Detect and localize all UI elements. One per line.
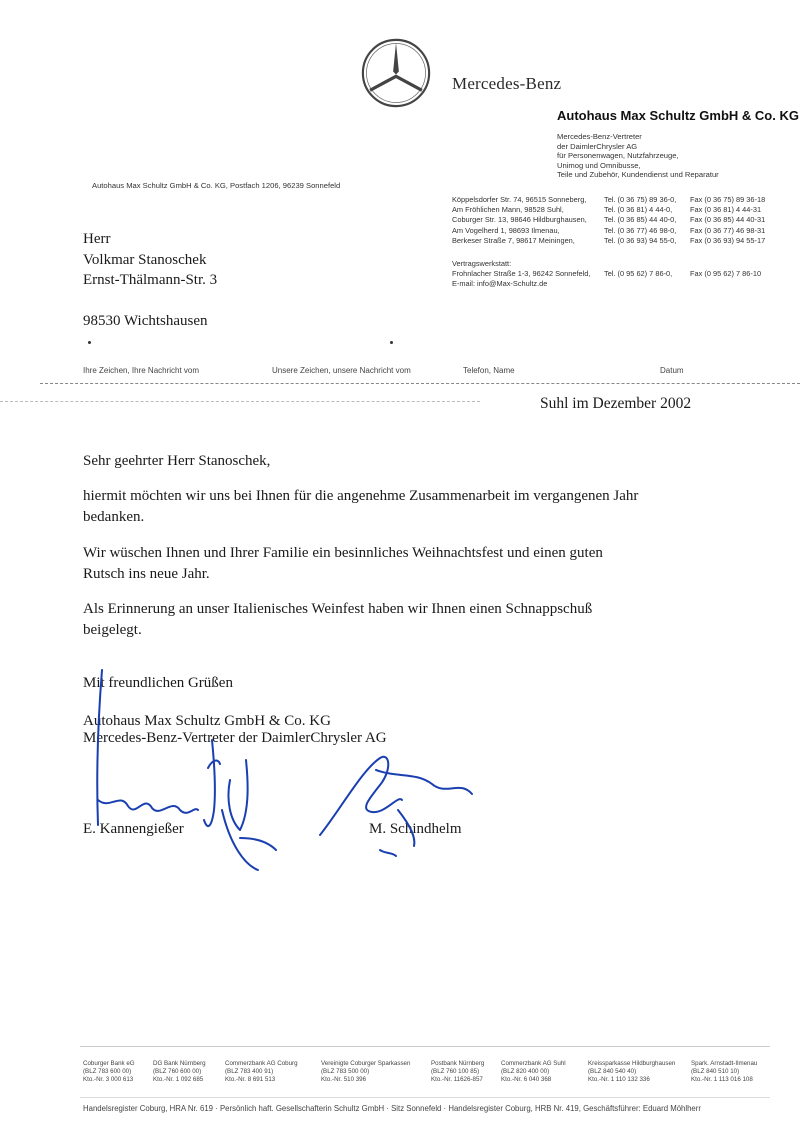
phone-name-label: Telefon, Name bbox=[463, 366, 515, 375]
bank-name: Vereinigte Coburger Sparkassen bbox=[321, 1060, 411, 1067]
workshop-block bbox=[452, 259, 761, 290]
bank-code: (BLZ 783 600 00) bbox=[83, 1068, 132, 1076]
company-description bbox=[557, 132, 719, 180]
description-line: der DaimlerChrysler AG bbox=[557, 141, 638, 151]
recipient-title: Herr bbox=[83, 231, 111, 247]
bank-name: Spark. Arnstadt-Ilmenau bbox=[691, 1060, 758, 1067]
divider bbox=[0, 401, 480, 402]
recipient-city: 98530 Wichtshausen bbox=[83, 312, 208, 329]
bank-name: Postbank Nürnberg bbox=[431, 1060, 485, 1067]
signer-name: E. Kannengießer bbox=[83, 821, 184, 837]
account-number: Kto.-Nr. 3 000 613 bbox=[83, 1076, 134, 1084]
signature-stroke bbox=[222, 810, 258, 870]
bank-entry bbox=[501, 1060, 566, 1085]
date-label: Datum bbox=[660, 366, 684, 375]
account-number: Kto.-Nr. 1 113 016 108 bbox=[691, 1076, 753, 1084]
recipient-street: Ernst-Thälmann-Str. 3 bbox=[83, 272, 218, 288]
branch-fax: Fax (0 36 93) 94 55-17 bbox=[690, 235, 766, 245]
branch-fax: Fax (0 36 85) 44 40-31 bbox=[690, 215, 766, 225]
signature-role: Mercedes-Benz-Vertreter der DaimlerChrysler AG bbox=[83, 730, 387, 746]
description-line: Teile und Zubehör, Kundendienst und Reparatur bbox=[557, 170, 719, 180]
signature-stroke bbox=[240, 838, 276, 850]
paragraph-line: bedanken. bbox=[83, 508, 145, 525]
branch-address: Am Vogelherd 1, 98693 Ilmenau, bbox=[452, 225, 560, 235]
paragraph bbox=[83, 486, 723, 527]
bank-name: Commerzbank AG Coburg bbox=[225, 1060, 298, 1067]
bank-details bbox=[83, 1060, 783, 1090]
workshop-row bbox=[452, 269, 761, 279]
workshop-fax: Fax (0 95 62) 7 86-10 bbox=[690, 269, 762, 279]
signature-stroke bbox=[208, 761, 220, 768]
branch-tel: Tel. (0 36 85) 44 40-0, bbox=[604, 215, 677, 225]
description-line: für Personenwagen, Nutzfahrzeuge, bbox=[557, 151, 679, 161]
workshop-address: Frohnlacher Straße 1-3, 96242 Sonnefeld, bbox=[452, 269, 591, 279]
signature-stroke bbox=[204, 740, 215, 826]
signature-stroke bbox=[98, 800, 198, 813]
bank-entry bbox=[431, 1060, 484, 1085]
bank-entry bbox=[153, 1060, 206, 1085]
return-address: Autohaus Max Schultz GmbH & Co. KG, Postfach 1206, 96239 Sonnefeld bbox=[92, 181, 341, 190]
account-number: Kto.-Nr. 510 396 bbox=[321, 1076, 367, 1084]
bank-code: (BLZ 840 540 40) bbox=[588, 1068, 637, 1076]
branch-tel: Tel. (0 36 93) 94 55-0, bbox=[604, 235, 677, 245]
bank-entry bbox=[321, 1060, 410, 1085]
branch-tel: Tel. (0 36 75) 89 36-0, bbox=[604, 195, 677, 204]
bank-code: (BLZ 760 600 00) bbox=[153, 1068, 202, 1076]
branch-address: Am Fröhlichen Mann, 98528 Suhl, bbox=[452, 205, 564, 215]
divider bbox=[40, 383, 800, 384]
branch-fax: Fax (0 36 77) 46 98-31 bbox=[690, 225, 766, 235]
branch-fax: Fax (0 36 75) 89 36-18 bbox=[690, 195, 766, 204]
bank-entry bbox=[588, 1060, 675, 1085]
bank-name: Coburger Bank eG bbox=[83, 1060, 135, 1067]
company-name: Autohaus Max Schultz GmbH & Co. KG bbox=[557, 108, 799, 123]
signature-stroke bbox=[380, 850, 396, 856]
branch-row bbox=[452, 215, 780, 225]
bank-code: (BLZ 783 400 91) bbox=[225, 1068, 274, 1076]
commercial-register: Handelsregister Coburg, HRA Nr. 619 · Persönlich haft. Gesellschafterin Schultz GmbH · Sitz Sonnefeld · Handelsregister Coburg, HRB Nr. 419, Geschäftsführer: Eduard Möhlherr bbox=[83, 1104, 701, 1113]
brand-name: Mercedes-Benz bbox=[452, 74, 562, 93]
branch-row bbox=[452, 226, 780, 236]
signature-stroke bbox=[376, 770, 472, 794]
fold-mark bbox=[390, 341, 393, 344]
recipient-address bbox=[83, 229, 217, 331]
account-number: Kto.-Nr. 1 092 685 bbox=[153, 1076, 204, 1084]
signature-stroke bbox=[228, 760, 247, 830]
branch-fax: Fax (0 36 81) 4 44-31 bbox=[690, 205, 762, 215]
paragraph-line: Als Erinnerung an unser Italienisches Weinfest haben wir Ihnen einen Schnappschuß bbox=[83, 601, 593, 617]
paragraph bbox=[83, 599, 723, 640]
workshop-tel: Tel. (0 95 62) 7 86-0, bbox=[604, 269, 673, 279]
bank-code: (BLZ 760 100 85) bbox=[431, 1068, 480, 1076]
paragraph-line: Rutsch ins neue Jahr. bbox=[83, 565, 210, 582]
account-number: Kto.-Nr. 6 040 368 bbox=[501, 1076, 552, 1084]
bank-name: DG Bank Nürnberg bbox=[153, 1060, 206, 1067]
bank-entry bbox=[225, 1060, 298, 1085]
bank-code: (BLZ 820 400 00) bbox=[501, 1068, 550, 1076]
branch-list bbox=[452, 195, 780, 246]
description-line: Unimog und Omnibusse, bbox=[557, 160, 641, 170]
divider bbox=[80, 1097, 770, 1098]
closing: Mit freundlichen Grüßen bbox=[83, 675, 233, 691]
bank-entry bbox=[691, 1060, 757, 1085]
mercedes-star-logo bbox=[360, 37, 432, 109]
account-number: Kto.-Nr. 8 691 513 bbox=[225, 1076, 276, 1084]
bank-name: Kreissparkasse Hildburghausen bbox=[588, 1060, 676, 1067]
letter-date: Suhl im Dezember 2002 bbox=[540, 395, 692, 412]
branch-row bbox=[452, 195, 780, 205]
branch-row bbox=[452, 205, 780, 215]
branch-row bbox=[452, 236, 780, 246]
branch-address: Köppelsdorfer Str. 74, 96515 Sonneberg, bbox=[452, 195, 587, 204]
signer-name: M. Schindhelm bbox=[369, 821, 462, 837]
bank-name: Commerzbank AG Suhl bbox=[501, 1060, 566, 1067]
bank-code: (BLZ 783 500 00) bbox=[321, 1068, 370, 1076]
branch-tel: Tel. (0 36 81) 4 44-0, bbox=[604, 205, 673, 215]
account-number: Kto.-Nr. 11626-857 bbox=[431, 1076, 483, 1084]
description-line: Mercedes-Benz-Vertreter bbox=[557, 132, 642, 141]
paragraph-line: hiermit möchten wir uns bei Ihnen für die angenehme Zusammenarbeit im vergangenen Jahr bbox=[83, 488, 639, 504]
paragraph-line: beigelegt. bbox=[83, 621, 142, 638]
email-address: E-mail: info@Max-Schultz.de bbox=[452, 279, 548, 289]
branch-address: Coburger Str. 13, 98646 Hildburghausen, bbox=[452, 215, 587, 225]
bank-entry bbox=[83, 1060, 135, 1085]
branch-address: Berkeser Straße 7, 98617 Meiningen, bbox=[452, 235, 575, 245]
our-reference-label: Unsere Zeichen, unsere Nachricht vom bbox=[272, 366, 411, 375]
account-number: Kto.-Nr. 1 110 132 336 bbox=[588, 1076, 650, 1084]
salutation: Sehr geehrter Herr Stanoschek, bbox=[83, 453, 271, 469]
branch-tel: Tel. (0 36 77) 46 98-0, bbox=[604, 225, 677, 235]
fold-mark bbox=[88, 341, 91, 344]
recipient-name: Volkmar Stanoschek bbox=[83, 251, 207, 268]
paragraph bbox=[83, 543, 723, 584]
bank-code: (BLZ 840 510 10) bbox=[691, 1068, 740, 1076]
paragraph-line: Wir wüschen Ihnen und Ihrer Familie ein besinnliches Weihnachtsfest und einen guten bbox=[83, 545, 603, 561]
workshop-label: Vertragswerkstatt: bbox=[452, 259, 512, 268]
signature-company: Autohaus Max Schultz GmbH & Co. KG bbox=[83, 713, 331, 729]
divider bbox=[80, 1046, 770, 1047]
your-reference-label: Ihre Zeichen, Ihre Nachricht vom bbox=[83, 366, 200, 375]
